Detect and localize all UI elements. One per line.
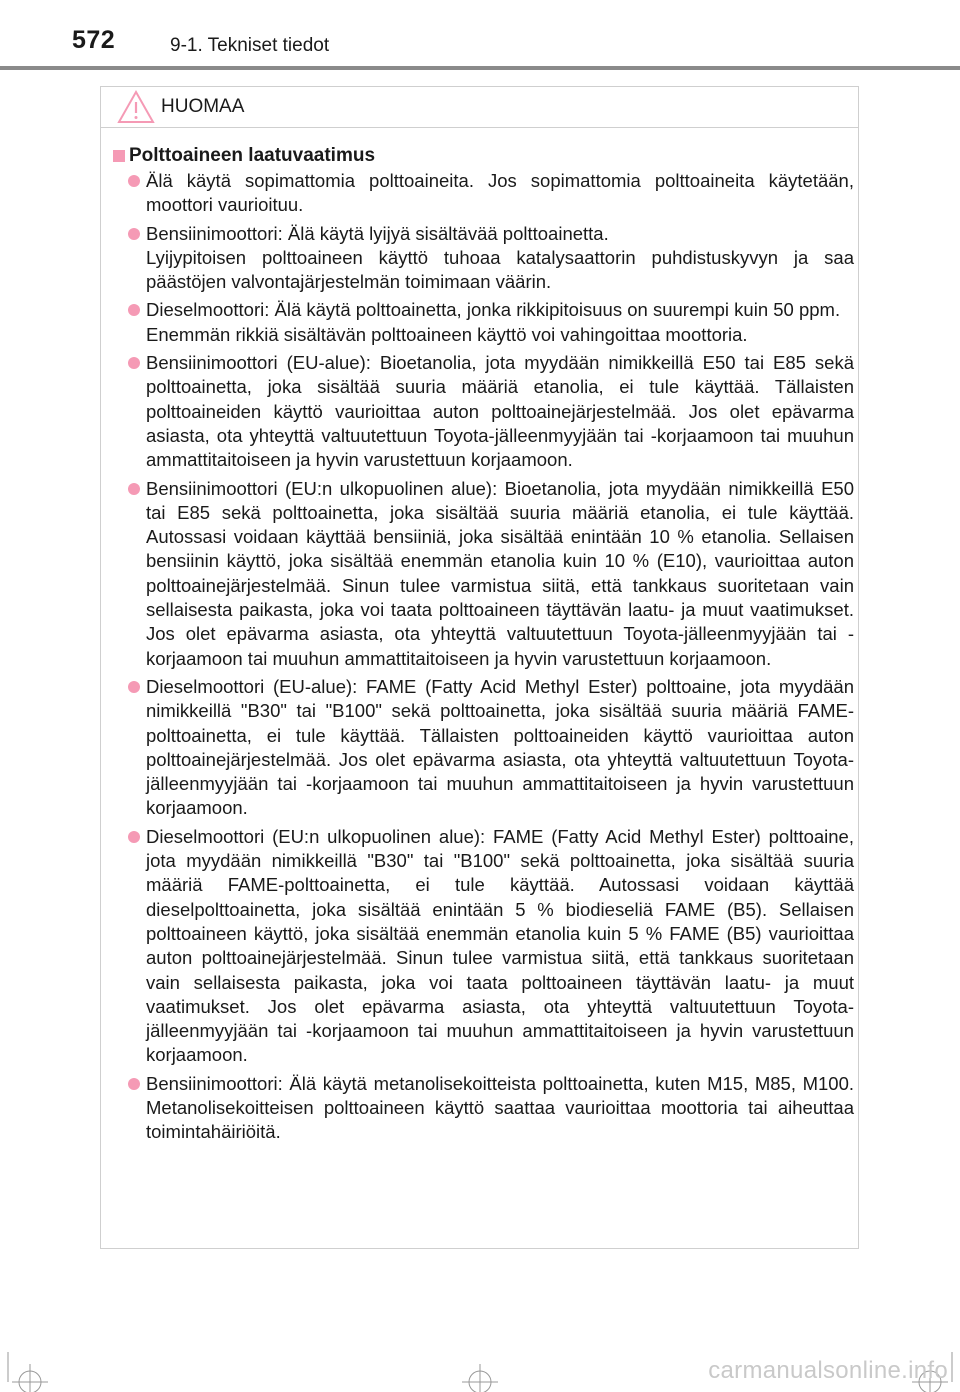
section-title: 9-1. Tekniset tiedot	[170, 35, 330, 56]
list-item-text: Dieselmoottori (EU-alue): FAME (Fatty Acid Methyl Ester) polttoaine, jota myydään nimikkeillä "B30" tai "B100" sekä polttoainetta, joka sisältää suuria määriä FAME-polttoainetta, ei tule käyttää. Tällaisten polttoaineiden käyttö vaurioittaa auton polttoainejärjestelmää. Jos olet epävarma asiasta, ota yhteyttä valtuutettuun Toyota-jälleenmyyjään tai -korjaamoon tai muuhun ammattitaitoiseen ja hyvin varustettuun korjaamoon.	[146, 675, 854, 819]
round-bullet-icon	[128, 483, 140, 495]
list-item	[113, 675, 854, 821]
list-item	[113, 169, 854, 218]
list-item-text: Enemmän rikkiä sisältävän polttoaineen käyttö voi vahingoittaa moottoria.	[146, 323, 748, 345]
list-item-text: Dieselmoottori (EU:n ulkopuolinen alue): FAME (Fatty Acid Methyl Ester) polttoaine, jota myydään nimikkeillä "B30" tai "B100" sekä polttoainetta, joka sisältää suuria määriä FAME-polttoainetta, ei tule käyttää. Autossasi voidaan käyttää dieselpolttoainetta, joka sisältää enintään 5 % biodieseliä FAME (B5). Sellaisen polttoaineen käyttö, joka sisältää enemmän etanolia kuin 5 % FAME (B5) vaurioittaa auton polttoainejärjestelmää. Sinun tulee varmistua siitä, että tankkaus suoritetaan vain sellaisesta paikasta, joka voi taata polttoaineen täyttävän laatu- ja muut vaatimukset. Jos olet epävarma asiasta, ota yhteyttä valtuutettuun Toyota-jälleenmyyjään tai -korjaamoon tai muuhun ammattitaitoiseen ja hyvin varustettuun korjaamoon.	[146, 825, 854, 1066]
subheading	[113, 144, 854, 168]
list-item-text: Bensiinimoottori: Älä käytä lyijyä sisältävää polttoainetta.	[146, 222, 609, 244]
list-item-text: Bensiinimoottori (EU-alue): Bioetanolia, jota myydään nimikkeillä E50 tai E85 sekä polttoainetta, joka sisältää suuria määriä etanolia, ei tule käyttää. Tällaisten polttoaineiden käyttö vaurioittaa auton polttoainejärjestelmää. Jos olet epävarma asiasta, ota yhteyttä valtuutettuun Toyota-jälleenmyyjään tai -korjaamoon tai muuhun ammattitaitoiseen ja hyvin varustettuun korjaamoon.	[146, 352, 854, 471]
list-item-text: Bensiinimoottori: Älä käytä metanolisekoitteista polttoainetta, kuten M15, M85, M100. Metanolisekoitteisen polttoaineen käyttö saattaa vaurioittaa moottoria tai aiheuttaa toimintahäiriöitä.	[146, 1072, 854, 1143]
header-rule	[0, 66, 960, 70]
round-bullet-icon	[128, 304, 140, 316]
round-bullet-icon	[128, 175, 140, 187]
list-item-text: Lyijypitoisen polttoaineen käyttö tuhoaa katalysaattorin puhdistuskyvyn ja saa päästöjen valvontajärjestelmän toimimaan väärin.	[146, 246, 854, 293]
list-item-text: Älä käytä sopimattomia polttoaineita. Jos sopimattomia polttoaineita käytetään, moottori vaurioituu.	[146, 170, 854, 216]
list-item	[113, 1072, 854, 1145]
round-bullet-icon	[128, 1078, 140, 1090]
subheading-text: Polttoaineen laatuvaatimus	[129, 145, 376, 166]
caution-box	[100, 86, 859, 1249]
caution-list	[113, 169, 854, 1145]
list-item-text: Dieselmoottori: Älä käytä polttoainetta, jonka rikkipitoisuus on suurempi kuin 50 ppm.	[146, 299, 841, 321]
watermark: carmanualsonline.info	[708, 1357, 948, 1384]
list-item	[113, 477, 854, 671]
round-bullet-icon	[128, 228, 140, 240]
list-item	[113, 222, 854, 295]
list-item	[113, 825, 854, 1068]
square-bullet-icon	[113, 150, 125, 162]
list-item-text: Bensiinimoottori (EU:n ulkopuolinen alue): Bioetanolia, jota myydään nimikkeillä E50 tai E85 sekä polttoainetta, joka sisältää suuria määriä etanolia, ei tule käyttää. Autossasi voidaan käyttää bensiiniä, joka sisältää enintään 10 % etanolia. Sellaisen bensiinin käyttö, joka sisältää enemmän etanolia kuin 10 % (E10), vaurioittaa auton polttoainejärjestelmää. Sinun tulee varmistua siitä, että tankkaus suoritetaan vain sellaisesta paikasta, joka voi taata polttoaineen täyttävän laatu- ja muut vaatimukset. Jos olet epävarma asiasta, ota yhteyttä valtuutettuun Toyota-jälleenmyyjään tai -korjaamoon tai muuhun ammattitaitoiseen ja hyvin varustettuun korjaamoon.	[146, 477, 854, 669]
round-bullet-icon	[128, 357, 140, 369]
round-bullet-icon	[128, 681, 140, 693]
page-header	[0, 0, 960, 72]
caution-body	[113, 144, 854, 1149]
list-item	[113, 298, 854, 347]
caution-header	[101, 87, 858, 128]
warning-triangle-icon	[117, 89, 155, 125]
caution-title: HUOMAA	[161, 96, 245, 117]
list-item	[113, 351, 854, 472]
round-bullet-icon	[128, 831, 140, 843]
page-number: 572	[72, 26, 116, 54]
